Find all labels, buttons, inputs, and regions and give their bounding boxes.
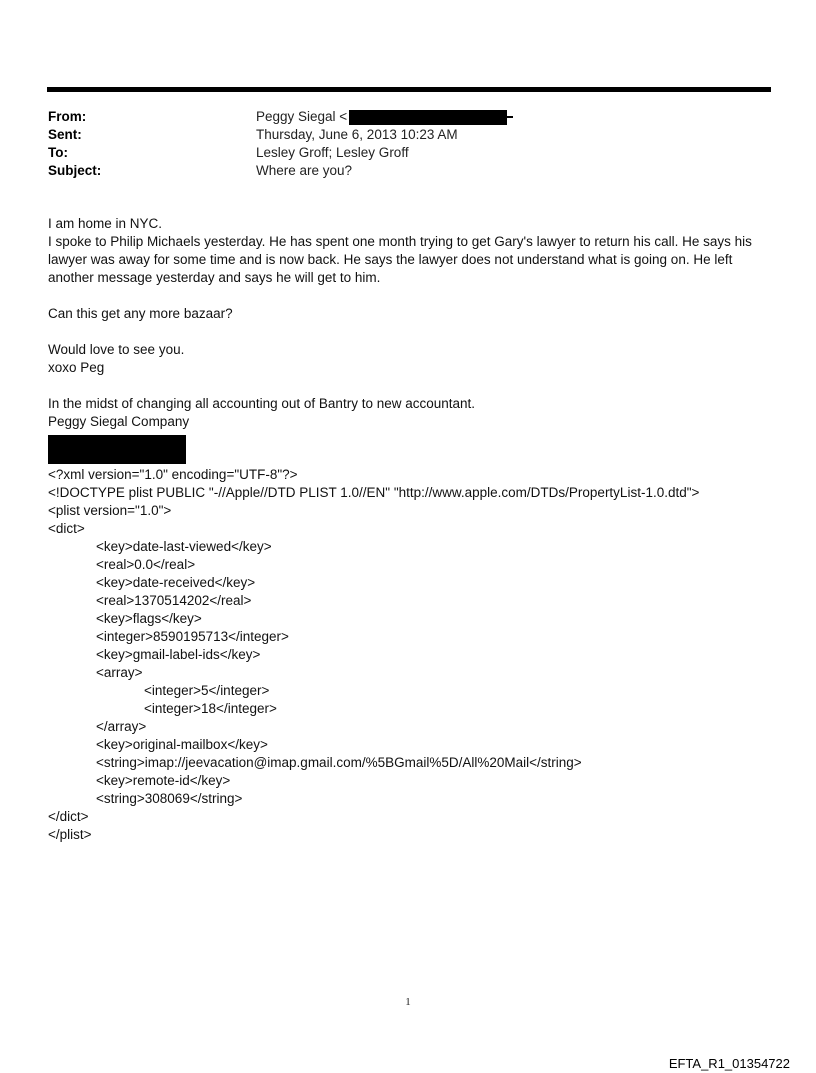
body-line: Would love to see you. bbox=[48, 342, 185, 357]
xml-line: </plist> bbox=[48, 827, 92, 842]
subject-label: Subject: bbox=[48, 163, 102, 178]
to-label: To: bbox=[48, 145, 68, 160]
page-number: 1 bbox=[405, 996, 411, 1008]
xml-line: </dict> bbox=[48, 809, 89, 824]
xml-line: <integer>8590195713</integer> bbox=[96, 629, 289, 644]
xml-line: <plist version="1.0"> bbox=[48, 503, 172, 518]
xml-line: <real>0.0</real> bbox=[96, 557, 196, 572]
body-paragraph-2 bbox=[48, 305, 768, 323]
email-header bbox=[48, 108, 748, 180]
xml-line: <key>gmail-label-ids</key> bbox=[96, 647, 261, 662]
body-line: xoxo Peg bbox=[48, 360, 105, 375]
xml-line: <integer>18</integer> bbox=[144, 701, 277, 716]
xml-line: <key>date-received</key> bbox=[96, 575, 256, 590]
xml-line: <key>remote-id</key> bbox=[96, 773, 231, 788]
to-value: Lesley Groff; Lesley Groff bbox=[256, 145, 409, 160]
xml-line: <real>1370514202</real> bbox=[96, 593, 252, 608]
body-line: another message yesterday and says he will get to him. bbox=[48, 270, 381, 285]
xml-line: <key>date-last-viewed</key> bbox=[96, 539, 272, 554]
plist-metadata-block bbox=[48, 466, 788, 844]
sent-value: Thursday, June 6, 2013 10:23 AM bbox=[256, 127, 458, 142]
xml-line: <array> bbox=[96, 665, 143, 680]
body-line: lawyer was away for some time and is now back. He says the lawyer does not understand what is going on. He left bbox=[48, 252, 733, 267]
body-paragraph-3 bbox=[48, 341, 768, 377]
email-body bbox=[48, 215, 768, 464]
body-paragraph-1 bbox=[48, 215, 768, 287]
xml-line: <key>flags</key> bbox=[96, 611, 202, 626]
from-value bbox=[256, 108, 507, 126]
body-line: I spoke to Philip Michaels yesterday. He has spent one month trying to get Gary's lawyer to return his call. He says his bbox=[48, 234, 752, 249]
from-label: From: bbox=[48, 109, 87, 124]
header-row-subject bbox=[48, 162, 748, 180]
subject-value: Where are you? bbox=[256, 163, 353, 178]
signature-redaction-block bbox=[48, 435, 186, 464]
body-paragraph-4 bbox=[48, 395, 768, 464]
xml-line: <key>original-mailbox</key> bbox=[96, 737, 268, 752]
body-line: I am home in NYC. bbox=[48, 216, 163, 231]
xml-line: </array> bbox=[96, 719, 147, 734]
signature-company: Peggy Siegal Company bbox=[48, 414, 190, 429]
sent-label: Sent: bbox=[48, 127, 82, 142]
from-sender-name: Peggy Siegal < bbox=[256, 109, 348, 124]
xml-line: <!DOCTYPE plist PUBLIC "-//Apple//DTD PLIST 1.0//EN" "http://www.apple.com/DTDs/PropertyList-1.0.dtd"> bbox=[48, 485, 700, 500]
body-line: In the midst of changing all accounting out of Bantry to new accountant. bbox=[48, 396, 476, 411]
xml-line: <string>imap://jeevacation@imap.gmail.com/%5BGmail%5D/All%20Mail</string> bbox=[96, 755, 582, 770]
body-line: Can this get any more bazaar? bbox=[48, 306, 233, 321]
header-row-to bbox=[48, 144, 748, 162]
xml-line: <dict> bbox=[48, 521, 85, 536]
header-row-from bbox=[48, 108, 748, 126]
xml-line: <string>308069</string> bbox=[96, 791, 243, 806]
xml-line: <?xml version="1.0" encoding="UTF-8"?> bbox=[48, 467, 298, 482]
bates-number: EFTA_R1_01354722 bbox=[668, 1056, 790, 1071]
header-row-sent bbox=[48, 126, 748, 144]
header-divider-rule bbox=[47, 87, 771, 92]
redaction-bar bbox=[349, 110, 507, 125]
xml-line: <integer>5</integer> bbox=[144, 683, 270, 698]
